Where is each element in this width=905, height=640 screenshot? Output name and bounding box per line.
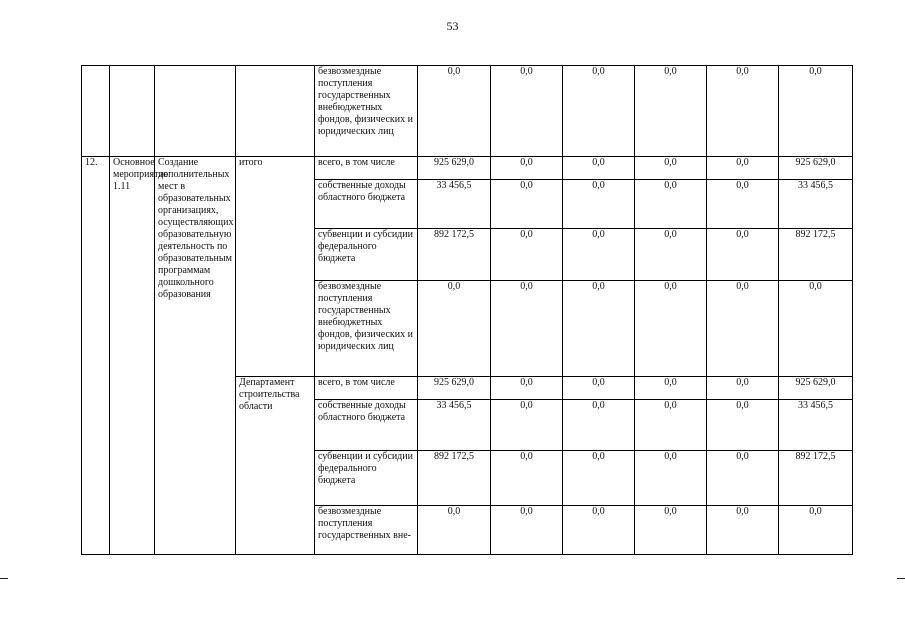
value-cell: 0,0 — [491, 451, 563, 506]
value-cell: 0,0 — [635, 377, 707, 400]
executor-cell: итого — [236, 157, 315, 377]
value-cell: 925 629,0 — [418, 157, 491, 180]
value-cell: 0,0 — [635, 400, 707, 451]
cell-empty — [236, 66, 315, 157]
value-cell: 0,0 — [563, 281, 635, 377]
value-cell: 0,0 — [635, 180, 707, 229]
value-cell: 0,0 — [563, 451, 635, 506]
value-cell: 0,0 — [418, 506, 491, 555]
value-cell: 0,0 — [707, 506, 779, 555]
value-cell: 0,0 — [563, 157, 635, 180]
cell-empty — [110, 66, 155, 157]
value-cell: 0,0 — [563, 377, 635, 400]
value-cell: 0,0 — [707, 400, 779, 451]
value-cell: 0,0 — [563, 66, 635, 157]
funding-source-cell: всего, в том числе — [315, 377, 418, 400]
value-cell: 0,0 — [491, 157, 563, 180]
value-cell: 0,0 — [707, 66, 779, 157]
value-cell: 0,0 — [779, 66, 853, 157]
value-cell: 0,0 — [491, 180, 563, 229]
value-cell: 0,0 — [635, 281, 707, 377]
value-cell: 33 456,5 — [779, 400, 853, 451]
item-name: Создание дополнительных мест в образовательных организациях, осуществляющих образовательную деятельность по образовательным программам дошкольного образования — [155, 157, 236, 555]
scan-edge-mark-right — [897, 578, 905, 579]
value-cell: 0,0 — [563, 506, 635, 555]
value-cell: 0,0 — [635, 66, 707, 157]
value-cell: 0,0 — [563, 180, 635, 229]
funding-source-cell: безвозмездные поступления государственных вне- — [315, 506, 418, 555]
funding-source-cell: субвенции и субсидии федерального бюджета — [315, 229, 418, 281]
value-cell: 0,0 — [707, 451, 779, 506]
value-cell: 0,0 — [707, 180, 779, 229]
value-cell: 0,0 — [491, 229, 563, 281]
value-cell: 0,0 — [491, 66, 563, 157]
value-cell: 0,0 — [779, 506, 853, 555]
value-cell: 33 456,5 — [418, 180, 491, 229]
executor-cell: Департамент строительства области — [236, 377, 315, 555]
value-cell: 0,0 — [707, 281, 779, 377]
value-cell: 0,0 — [491, 400, 563, 451]
value-cell: 0,0 — [635, 506, 707, 555]
value-cell: 0,0 — [635, 451, 707, 506]
table-row — [82, 66, 853, 157]
funding-source-cell: собственные доходы областного бюджета — [315, 400, 418, 451]
value-cell: 0,0 — [418, 66, 491, 157]
page-number: 53 — [446, 19, 459, 33]
value-cell: 0,0 — [707, 377, 779, 400]
value-cell: 925 629,0 — [779, 157, 853, 180]
value-cell: 33 456,5 — [779, 180, 853, 229]
value-cell: 892 172,5 — [779, 451, 853, 506]
value-cell: 892 172,5 — [779, 229, 853, 281]
value-cell: 33 456,5 — [418, 400, 491, 451]
value-cell: 0,0 — [491, 281, 563, 377]
cell-empty — [82, 66, 110, 157]
funding-source-cell: субвенции и субсидии федерального бюджета — [315, 451, 418, 506]
value-cell: 0,0 — [635, 157, 707, 180]
table-row — [82, 157, 853, 180]
value-cell: 0,0 — [491, 377, 563, 400]
value-cell: 925 629,0 — [418, 377, 491, 400]
value-cell: 925 629,0 — [779, 377, 853, 400]
value-cell: 0,0 — [563, 229, 635, 281]
value-cell: 0,0 — [491, 506, 563, 555]
scan-edge-mark-left — [0, 578, 8, 579]
item-number: 12. — [82, 157, 110, 555]
value-cell: 892 172,5 — [418, 451, 491, 506]
funding-source-cell: собственные доходы областного бюджета — [315, 180, 418, 229]
value-cell: 0,0 — [779, 281, 853, 377]
funding-source-cell: всего, в том числе — [315, 157, 418, 180]
item-type: Основное мероприятие 1.11 — [110, 157, 155, 555]
value-cell: 0,0 — [707, 229, 779, 281]
value-cell: 0,0 — [635, 229, 707, 281]
value-cell: 0,0 — [418, 281, 491, 377]
financing-table — [81, 65, 853, 555]
cell-empty — [155, 66, 236, 157]
funding-source-cell: безвозмездные поступления государственных внебюджетных фондов, физических и юридических лиц — [315, 281, 418, 377]
funding-source-cell: безвозмездные поступления государственных внебюджетных фондов, физических и юридических лиц — [315, 66, 418, 157]
value-cell: 0,0 — [707, 157, 779, 180]
value-cell: 0,0 — [563, 400, 635, 451]
value-cell: 892 172,5 — [418, 229, 491, 281]
